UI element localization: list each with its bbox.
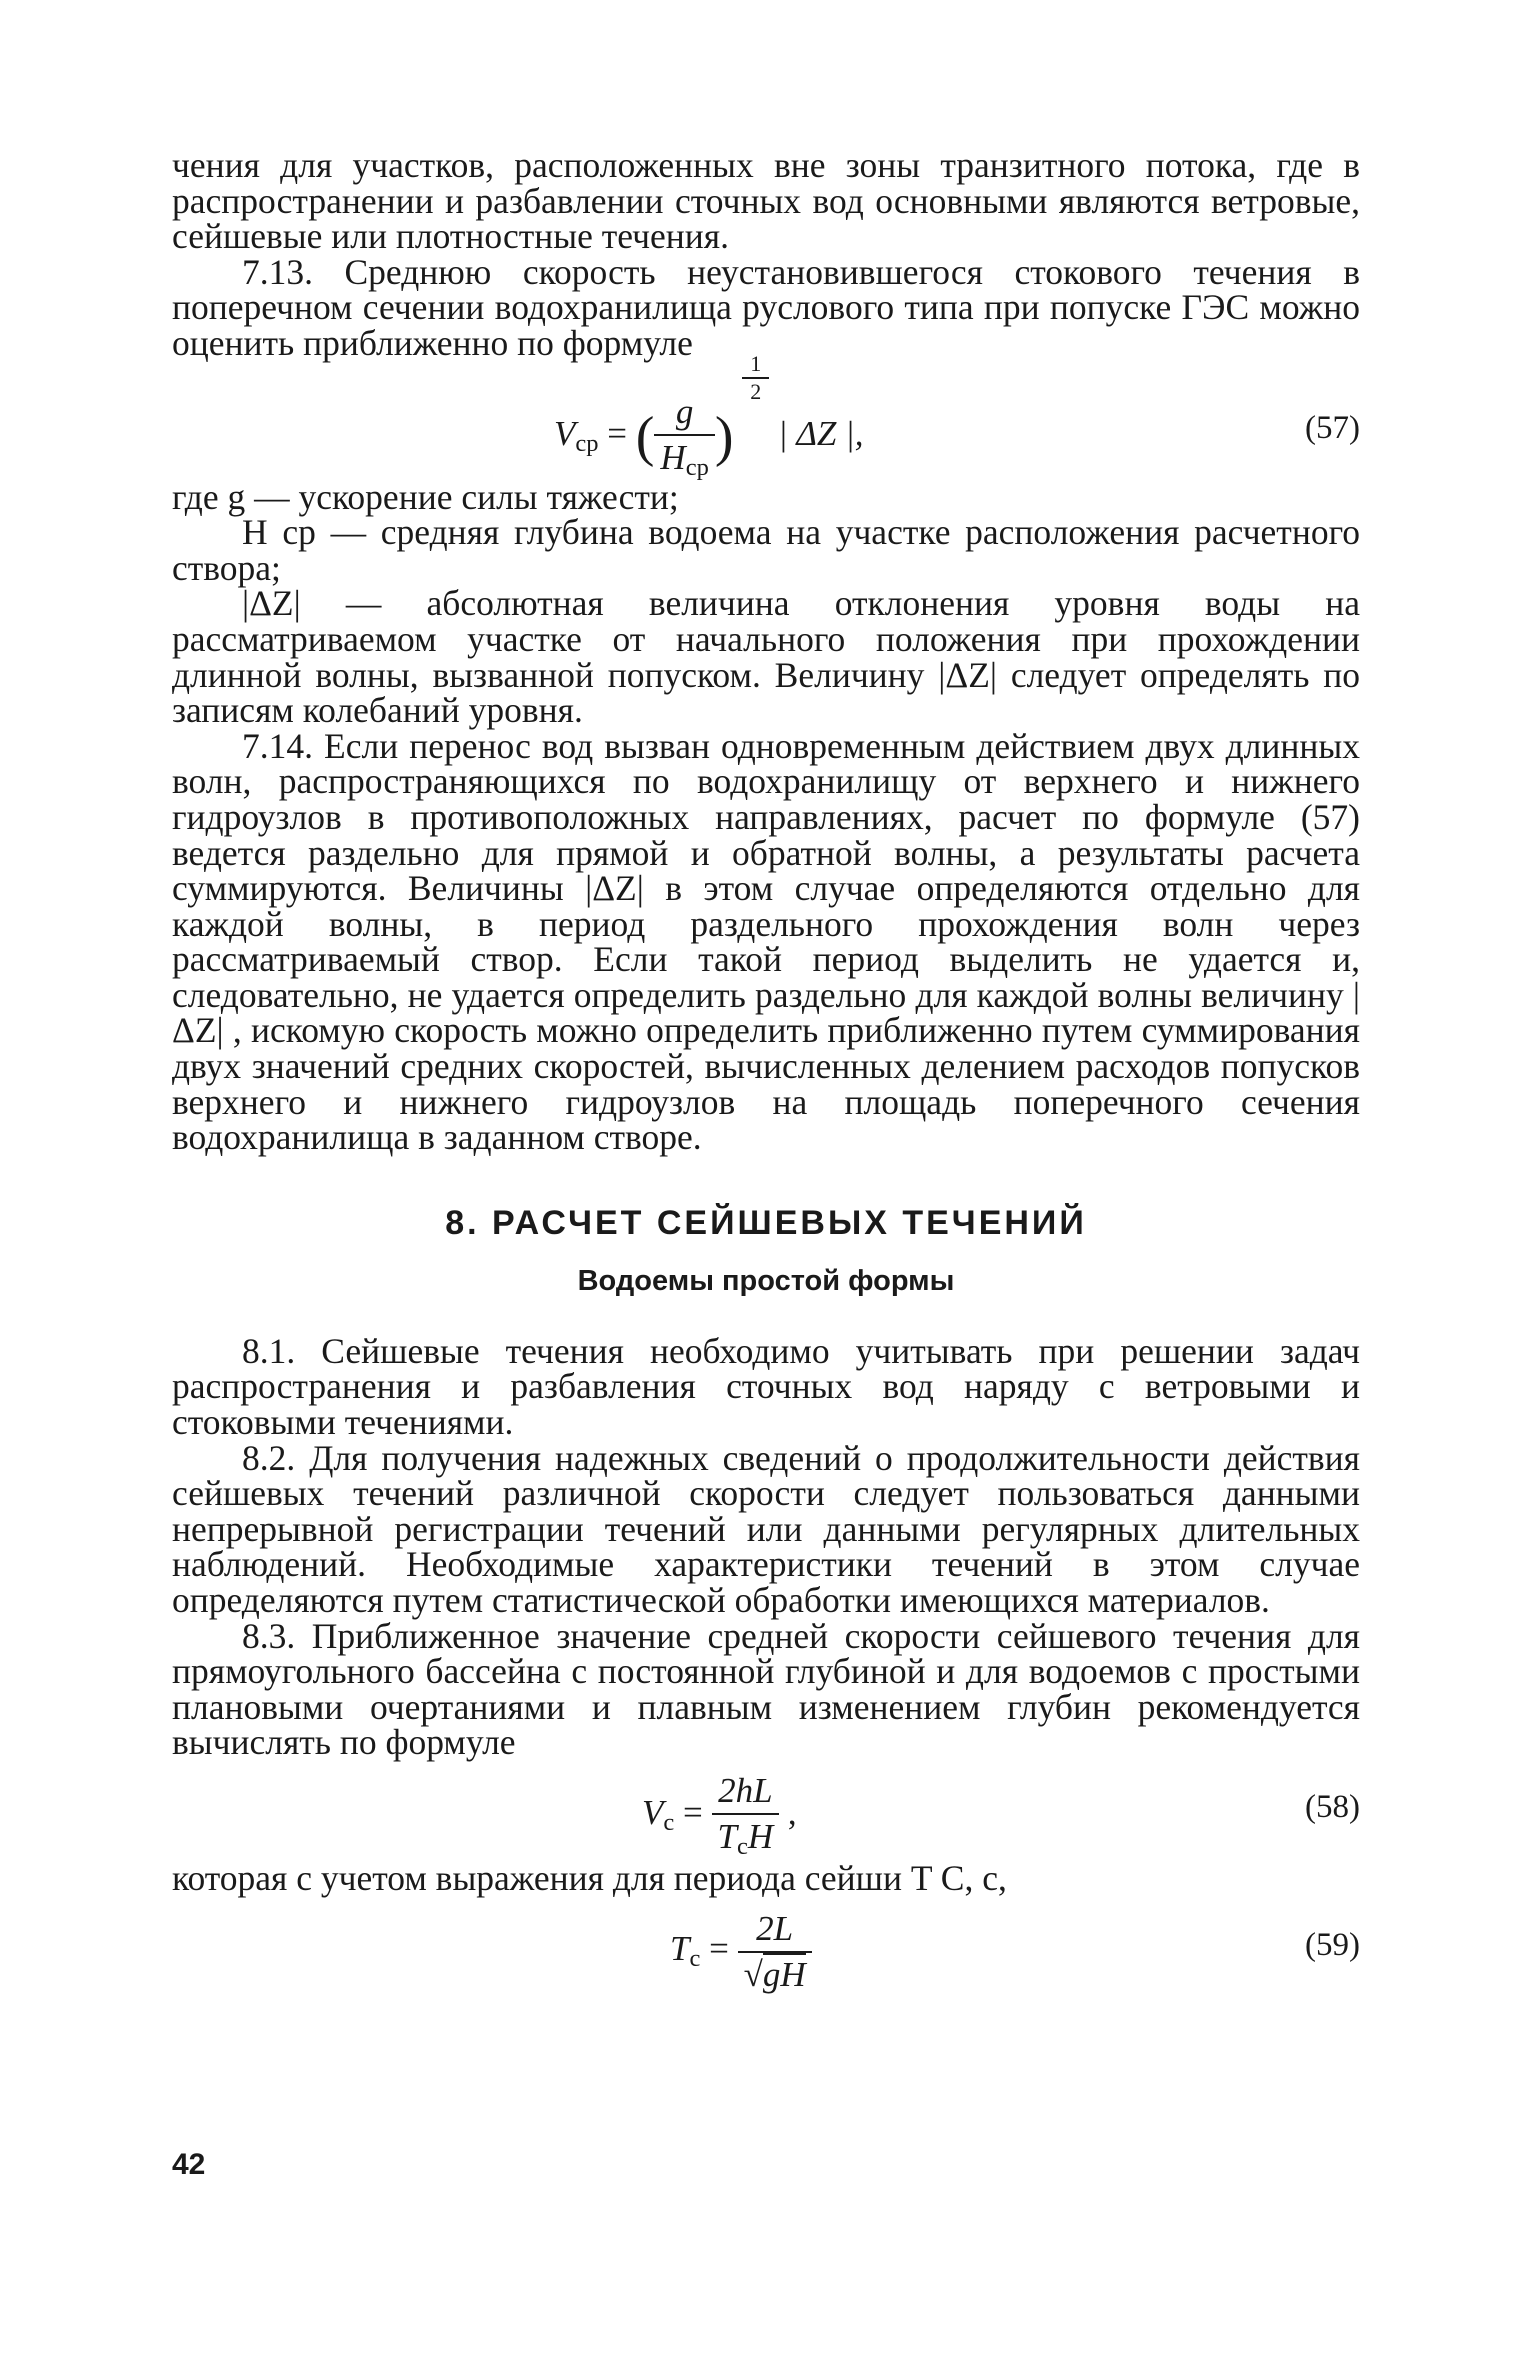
- paragraph-7-14: 7.14. Если перенос вод вызван одновременным действием двух длинных волн, распространяющихся по водохранилищу от верхнего и нижнего гидроузлов в противоположных направлениях, расчет по формуле (57) ведется раздельно для прямой и обратной волны, а результаты расчета суммируются. Величины |ΔZ| в этом случае определяются отдельно для каждой волны, в период раздельного прохождения волн через рассматриваемый створ. Если такой период выделить не удается и, следовательно, не удается определить раздельно для каждой волны величину |ΔZ| , искомую скорость можно определить приближенно путем суммирования двух значений средних скоростей, вычисленных делением расходов попусков верхнего и нижнего гидроузлов на площадь поперечного сечения водохранилища в заданном створе.: [172, 725, 1360, 1158]
- formula-59: [172, 1897, 1360, 2007]
- paragraph-7-13: 7.13. Среднюю скорость неустановившегося стокового течения в поперечном сечении водохранилища руслового типа при попуске ГЭС можно оценить приближенно по формуле: [172, 251, 1360, 363]
- paragraph-after-58: которая с учетом выражения для периода сейши T С, с,: [172, 1857, 1007, 1898]
- formula-57-expression: $V_{ср}$ = ( $\frac{g}{H_{ср}}$ ) $\frac{1}{2}$ | ΔZ |,: [554, 350, 864, 481]
- paragraph-8-2: 8.2. Для получения надежных сведений о продолжительности действия сейшевых течений различной скорости следует пользоваться данными непрерывной регистрации течений или данными регулярных длительных наблюдений. Необходимые характеристики течений в этом случае определяются путем статистической обработки имеющихся материалов.: [172, 1437, 1360, 1620]
- sqrt-sign-icon: √: [743, 1954, 763, 1994]
- page-number: 42: [172, 2148, 206, 2181]
- formula-59-expression: $T_с$ = $\frac{2L}{√gH}$: [670, 1909, 812, 1995]
- equation-number-58: (58): [1305, 1788, 1360, 1825]
- definition-dZ: |ΔZ| — абсолютная величина отклонения уровня воды на рассматриваемом участке от начального положения при прохождении длинной волны, вызванной попуском. Величину |ΔZ| следует определять по записям колебаний уровня.: [172, 583, 1360, 731]
- paragraph-8-1: 8.1. Сейшевые течения необходимо учитывать при решении задач распространения и разбавления сточных вод наряду с ветровыми и стоковыми течениями.: [172, 1330, 1360, 1443]
- definition-H: H ср — средняя глубина водоема на участке расположения расчетного створа;: [172, 512, 1360, 588]
- formula-57: [172, 350, 1360, 481]
- section-subheading: Водоемы простой формы: [577, 1264, 955, 1297]
- paragraph-intro: чения для участков, расположенных вне зоны транзитного потока, где в распространении и разбавлении сточных вод основными являются ветровые, сейшевые или плотностные течения.: [172, 145, 1360, 257]
- formula-58-expression: $V_с$ = $\frac{2hL}{T_сH}$ ,: [642, 1770, 797, 1860]
- section-heading: 8. РАСЧЕТ СЕЙШЕВЫХ ТЕЧЕНИЙ: [445, 1203, 1087, 1242]
- formula-58: [172, 1761, 1360, 1861]
- equation-number-57: (57): [1305, 409, 1360, 446]
- equation-number-59: (59): [1305, 1926, 1360, 1963]
- document-page: [172, 145, 1360, 2007]
- definition-g: где g — ускорение силы тяжести;: [172, 476, 679, 517]
- paragraph-8-3: 8.3. Приближенное значение средней скорости сейшевого течения для прямоугольного бассейна с постоянной глубиной и для водоемов с простыми плановыми очертаниями и плавным изменением глубин рекомендуется вычислять по формуле: [172, 1615, 1360, 1763]
